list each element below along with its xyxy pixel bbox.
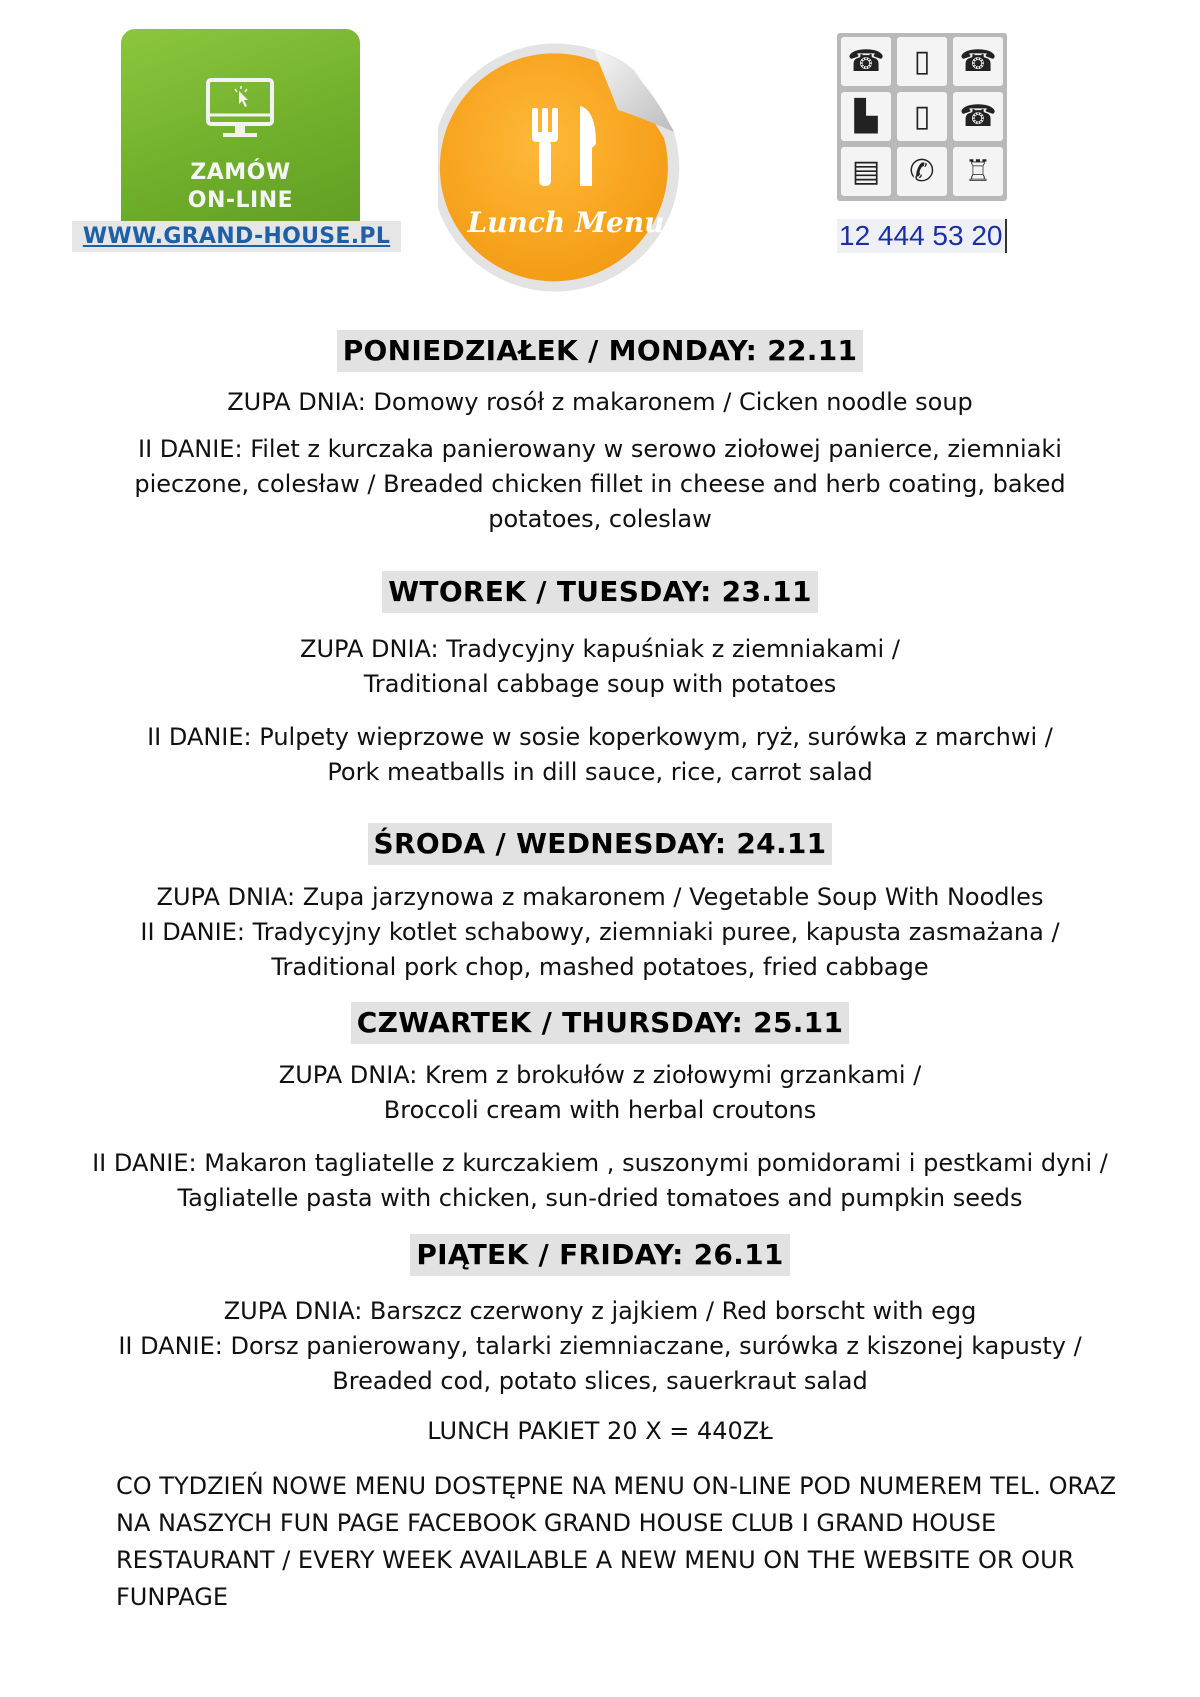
- vintage-phone-icon: ♖: [953, 147, 1003, 196]
- lunch-menu-sticker: [438, 40, 708, 302]
- day-heading-text: CZWARTEK / THURSDAY: 25.11: [351, 1002, 849, 1044]
- day-heading-monday: [0, 330, 1200, 372]
- day-heading-text: PIĄTEK / FRIDAY: 26.11: [410, 1234, 789, 1276]
- menu-line: Traditional cabbage soup with potatoes: [363, 670, 837, 698]
- menu-line: ZUPA DNIA: Barszcz czerwony z jajkiem / Red borscht with egg: [223, 1297, 977, 1325]
- order-online-line-2: ON-LINE: [187, 188, 294, 213]
- menu-line: Pork meatballs in dill sauce, rice, carrot salad: [327, 758, 873, 786]
- menu-line: II DANIE: Filet z kurczaka panierowany w serowo ziołowej panierce, ziemniaki: [138, 435, 1062, 463]
- telephone-icon: ☎: [841, 37, 891, 86]
- menu-line: II DANIE: Makaron tagliatelle z kurczakiem , suszonymi pomidorami i pestkami dyni /: [92, 1149, 1108, 1177]
- website-strip: [72, 221, 401, 252]
- day-heading-text: PONIEDZIAŁEK / MONDAY: 22.11: [337, 330, 864, 372]
- menu-line: Traditional pork chop, mashed potatoes, fried cabbage: [271, 953, 929, 981]
- menu-line: pieczone, colesław / Breaded chicken fillet in cheese and herb coating, baked: [134, 470, 1066, 498]
- menu-line: II DANIE: Pulpety wieprzowe w sosie koperkowym, ryż, surówka z marchwi /: [147, 723, 1053, 751]
- menu-line: ZUPA DNIA: Zupa jarzynowa z makaronem / Vegetable Soup With Noodles: [156, 883, 1044, 911]
- day-heading-text: WTOREK / TUESDAY: 23.11: [382, 571, 818, 613]
- menu-line: ZUPA DNIA: Krem z brokułów z ziołowymi grzankami /: [278, 1061, 922, 1089]
- menu-line: II DANIE: Dorsz panierowany, talarki ziemniaczane, surówka z kiszonej kapusty /: [118, 1332, 1082, 1360]
- day-heading-text: ŚRODA / WEDNESDAY: 24.11: [368, 823, 833, 865]
- fax-icon: ▤: [841, 147, 891, 196]
- menu-line: II DANIE: Tradycyjny kotlet schabowy, ziemniaki puree, kapusta zasmażana /: [140, 918, 1060, 946]
- order-online-tile[interactable]: [121, 29, 360, 251]
- menu-line: ZUPA DNIA: Tradycyjny kapuśniak z ziemniakami /: [300, 635, 900, 663]
- footer-note: CO TYDZIEŃ NOWE MENU DOSTĘPNE NA MENU ON-LINE POD NUMEREM TEL. ORAZ NA NASZYCH FUN PAGE FACEBOOK GRAND HOUSE CLUB I GRAND HOUSE RESTAURANT / EVERY WEEK AVAILABLE A NEW MENU ON THE WEBSITE OR OUR FUNPAGE: [116, 1472, 1117, 1611]
- phone-icons-grid: [837, 33, 1007, 201]
- sticker-label: Lunch Menu: [467, 206, 665, 239]
- website-link[interactable]: WWW.GRAND-HOUSE.PL: [82, 224, 391, 249]
- lunch-package: LUNCH PAKIET 20 X = 440ZŁ: [427, 1417, 773, 1445]
- smartphone-icon: ▯: [897, 92, 947, 141]
- order-online-label: [121, 159, 360, 215]
- order-online-line-1: ZAMÓW: [190, 160, 291, 185]
- sticker-graphic: [438, 40, 708, 302]
- menu-line: potatoes, coleslaw: [488, 505, 712, 533]
- menu-line: ZUPA DNIA: Domowy rosół z makaronem / Cicken noodle soup: [227, 388, 973, 416]
- rotary-phone-icon: ☎: [953, 37, 1003, 86]
- phone-number[interactable]: 12 444 53 20: [837, 219, 1007, 253]
- menu-line: Tagliatelle pasta with chicken, sun-dried tomatoes and pumpkin seeds: [177, 1184, 1023, 1212]
- mobile-phone-icon: ▯: [897, 37, 947, 86]
- menu-line: Broccoli cream with herbal croutons: [383, 1096, 817, 1124]
- desk-phone-icon: ☎: [953, 92, 1003, 141]
- monitor-icon: [205, 77, 275, 141]
- day-heading-tuesday: [0, 571, 1200, 613]
- day-heading-thursday: [0, 1002, 1200, 1044]
- cordless-phone-icon: ▙: [841, 92, 891, 141]
- handset-icon: ✆: [897, 147, 947, 196]
- menu-line: Breaded cod, potato slices, sauerkraut salad: [332, 1367, 868, 1395]
- day-heading-friday: [0, 1234, 1200, 1276]
- day-heading-wednesday: [0, 823, 1200, 865]
